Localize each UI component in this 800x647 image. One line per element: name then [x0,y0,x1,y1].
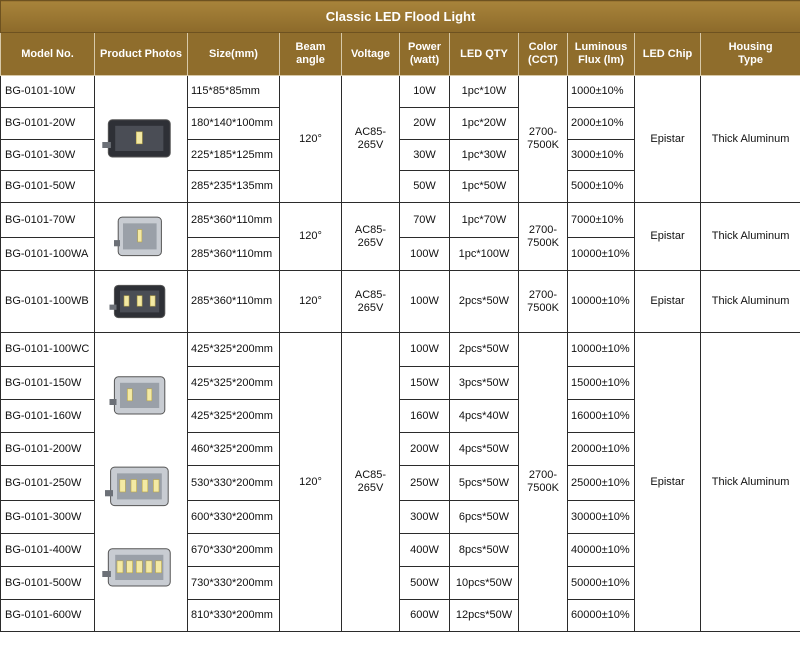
product-photo-cell [95,271,188,333]
cct-cell [519,76,568,203]
product-photo-cell [95,76,188,203]
header-model: Model No. [1,33,95,76]
size-cell: 425*325*200mm [188,333,280,367]
lamp-large-1-icon [95,366,187,426]
led-qty-cell: 5pcs*50W [450,466,519,501]
led-qty-cell: 2pcs*50W [450,333,519,367]
size-cell: 425*325*200mm [188,400,280,433]
header-power-line2: (watt) [409,54,440,66]
flux-cell: 25000±10% [568,466,635,501]
size-cell: 225*185*125mm [188,140,280,171]
header-row [1,33,800,76]
voltage-line1: AC85- [354,126,387,138]
flux-cell: 40000±10% [568,534,635,567]
table-row [1,333,800,367]
header-housing-line2: Type [738,54,763,66]
voltage-line2: 265V [357,236,384,249]
header-color-line1: Color [528,41,558,53]
flux-cell: 7000±10% [568,203,635,238]
model-cell: BG-0101-10W [1,76,95,108]
led-qty-cell: 6pcs*50W [450,501,519,534]
model-cell: BG-0101-600W [1,600,95,632]
flux-cell: 60000±10% [568,600,635,632]
cct-line1: 2700- [528,469,558,481]
header-beam-line2: angle [296,54,325,66]
header-housing [701,33,800,76]
header-power [400,33,450,76]
led-qty-cell: 3pcs*50W [450,367,519,400]
power-cell: 250W [400,466,450,501]
flux-cell: 15000±10% [568,367,635,400]
power-cell: 100W [400,271,450,333]
lamp-stand-icon [95,206,187,268]
header-beam-line1: Beam [295,41,326,53]
chip-cell: Epistar [635,333,701,632]
housing-cell: Thick Aluminum [701,76,800,203]
led-qty-cell: 8pcs*50W [450,534,519,567]
flux-cell: 3000±10% [568,140,635,171]
model-cell: BG-0101-250W [1,466,95,501]
header-size: Size(mm) [188,33,280,76]
header-power-line1: Power [407,41,441,53]
led-qty-cell: 1pc*70W [450,203,519,238]
lamp-large-3-icon [95,538,187,598]
cct-line2: 7500K [527,139,559,151]
lamp-large-2-icon [95,456,187,518]
header-photos: Product Photos [95,33,188,76]
table-title: Classic LED Flood Light [1,1,800,33]
voltage-cell [342,271,400,333]
flux-cell: 50000±10% [568,567,635,600]
size-cell: 115*85*85mm [188,76,280,108]
led-qty-cell: 1pc*10W [450,76,519,108]
chip-cell: Epistar [635,203,701,271]
led-qty-cell: 1pc*20W [450,108,519,140]
size-cell: 600*330*200mm [188,501,280,534]
power-cell: 150W [400,367,450,400]
power-cell: 30W [400,140,450,171]
cct-cell [519,333,568,632]
flux-cell: 10000±10% [568,238,635,271]
size-cell: 460*325*200mm [188,433,280,466]
voltage-cell [342,76,400,203]
voltage-line2: 265V [357,482,384,494]
header-flux-line1: Luminous [574,41,628,53]
beam-cell: 120° [280,76,342,203]
voltage-line1: AC85- [354,469,387,481]
cct-cell [519,203,568,271]
voltage-cell [342,203,400,271]
flux-cell: 1000±10% [568,76,635,108]
cct-line2: 7500K [527,482,559,494]
header-flux-line2: Flux (lm) [578,54,624,66]
cct-line1: 2700- [528,223,558,236]
flux-cell: 5000±10% [568,171,635,203]
voltage-line2: 265V [357,301,384,314]
flux-cell: 10000±10% [568,271,635,333]
model-cell: BG-0101-100WB [1,271,95,333]
chip-cell: Epistar [635,271,701,333]
cct-line1: 2700- [528,288,558,301]
size-cell: 285*360*110mm [188,271,280,333]
led-qty-cell: 4pcs*50W [450,433,519,466]
header-housing-line1: Housing [728,41,773,53]
voltage-cell [342,333,400,632]
lamp-small-icon [95,109,187,169]
header-color [519,33,568,76]
power-cell: 100W [400,333,450,367]
model-cell: BG-0101-100WA [1,238,95,271]
led-qty-cell: 12pcs*50W [450,600,519,632]
power-cell: 70W [400,203,450,238]
power-cell: 160W [400,400,450,433]
model-cell: BG-0101-150W [1,367,95,400]
size-cell: 670*330*200mm [188,534,280,567]
voltage-line2: 265V [357,139,384,151]
flux-cell: 16000±10% [568,400,635,433]
power-cell: 100W [400,238,450,271]
flux-cell: 20000±10% [568,433,635,466]
header-voltage: Voltage [342,33,400,76]
flux-cell: 30000±10% [568,501,635,534]
model-cell: BG-0101-200W [1,433,95,466]
power-cell: 500W [400,567,450,600]
model-cell: BG-0101-500W [1,567,95,600]
flux-cell: 10000±10% [568,333,635,367]
led-qty-cell: 1pc*30W [450,140,519,171]
size-cell: 530*330*200mm [188,466,280,501]
model-cell: BG-0101-400W [1,534,95,567]
beam-cell: 120° [280,271,342,333]
power-cell: 20W [400,108,450,140]
led-qty-cell: 4pcs*40W [450,400,519,433]
cct-line2: 7500K [527,236,559,249]
beam-cell: 120° [280,333,342,632]
header-beam [280,33,342,76]
model-cell: BG-0101-70W [1,203,95,238]
voltage-line1: AC85- [354,288,387,301]
power-cell: 10W [400,76,450,108]
chip-cell: Epistar [635,76,701,203]
power-cell: 50W [400,171,450,203]
size-cell: 730*330*200mm [188,567,280,600]
led-qty-cell: 1pc*100W [450,238,519,271]
cct-cell [519,271,568,333]
led-qty-cell: 2pcs*50W [450,271,519,333]
model-cell: BG-0101-50W [1,171,95,203]
led-qty-cell: 1pc*50W [450,171,519,203]
header-flux [568,33,635,76]
size-cell: 425*325*200mm [188,367,280,400]
voltage-line1: AC85- [354,223,387,236]
housing-cell: Thick Aluminum [701,271,800,333]
table-row [1,271,800,333]
housing-cell: Thick Aluminum [701,333,800,632]
model-cell: BG-0101-100WC [1,333,95,367]
size-cell: 285*360*110mm [188,238,280,271]
size-cell: 810*330*200mm [188,600,280,632]
table-row [1,203,800,238]
product-photo-cell [95,203,188,271]
led-qty-cell: 10pcs*50W [450,567,519,600]
cct-line1: 2700- [528,126,558,138]
model-cell: BG-0101-30W [1,140,95,171]
power-cell: 300W [400,501,450,534]
power-cell: 400W [400,534,450,567]
size-cell: 285*235*135mm [188,171,280,203]
header-led-qty: LED QTY [450,33,519,76]
model-cell: BG-0101-160W [1,400,95,433]
model-cell: BG-0101-20W [1,108,95,140]
power-cell: 200W [400,433,450,466]
lamp-dark-icon [95,276,187,328]
flux-cell: 2000±10% [568,108,635,140]
header-color-line2: (CCT) [528,54,558,66]
cct-line2: 7500K [527,301,559,314]
size-cell: 180*140*100mm [188,108,280,140]
model-cell: BG-0101-300W [1,501,95,534]
housing-cell: Thick Aluminum [701,203,800,271]
table-row [1,76,800,108]
power-cell: 600W [400,600,450,632]
title-row [1,1,800,33]
beam-cell: 120° [280,203,342,271]
size-cell: 285*360*110mm [188,203,280,238]
header-chip: LED Chip [635,33,701,76]
product-photo-cell [95,333,188,632]
